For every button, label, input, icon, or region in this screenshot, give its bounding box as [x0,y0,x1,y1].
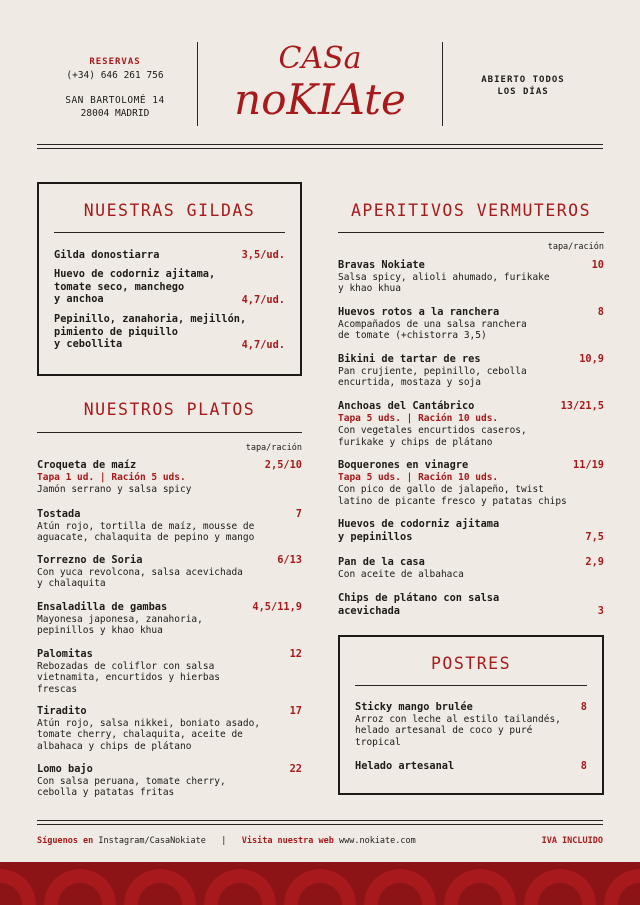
address-line-1: SAN BARTOLOMÉ 14 [65,95,165,106]
item-desc: aguacate, chalaquita de pepino y mango [37,532,255,543]
aperitivo-item [338,306,604,342]
logo-line-1: CASa [278,41,362,76]
item-desc: Pan crujiente, pepinillo, cebolla [338,365,527,377]
item-desc: Con aceite de albahaca [338,568,464,580]
platos-rule [37,432,302,433]
social-label: Síguenos en [37,836,94,846]
item-name: Tostada [37,508,81,520]
item-price: 17 [289,705,302,717]
item-price: 2,5/10 [264,459,302,471]
item-desc: furikake y chips de plátano [338,436,493,448]
item-name-line: Pepinillo, zanahoria, mejillón, [54,313,247,325]
platos-title: NUESTROS PLATOS [83,400,256,419]
item-portion: Tapa 1 ud. | Ración 5 uds. [37,471,186,483]
plato-item [37,554,302,590]
item-desc: de tomate (+chistorra 3,5) [338,330,487,341]
item-price: 4,7/ud. [241,293,285,306]
item-desc: helado artesanal de coco y puré [355,725,533,736]
gilda-item [54,249,285,262]
item-name-line: Chips de plátano con salsa [338,592,500,604]
item-name: Lomo bajo [37,763,93,775]
aperitivos-title: APERITIVOS VERMUTEROS [350,201,592,220]
item-price: 10 [591,259,604,271]
phone-number[interactable]: (+34) 646 261 756 [66,70,164,81]
item-name: Croqueta de maíz [37,459,137,471]
reservations-block [40,56,190,120]
gildas-rule [54,232,285,233]
item-desc: frescas [37,683,78,695]
plato-item [37,763,302,799]
aperitivo-item [338,592,604,617]
item-desc: tomate cherry, chalaquita, aceite de [37,729,243,740]
gildas-title: NUESTRAS GILDAS [83,201,256,220]
item-price: 11/19 [573,459,604,471]
plato-item [37,705,302,752]
item-name: Pan de la casa [338,556,425,568]
web-label: Visita nuestra web [241,836,334,846]
item-desc: latino de picante fresco y patatas chips [338,495,567,507]
item-desc: Salsa spicy, alioli ahumado, furikake [338,271,550,283]
item-name-line: pimiento de piquillo [54,325,178,338]
item-desc: Rebozadas de coliflor con salsa [37,660,215,672]
item-price: 4,7/ud. [241,338,285,351]
reservas-label: RESERVAS [89,57,141,67]
item-desc: albahaca y chips de plátano [37,740,192,752]
item-name: Palomitas [37,648,93,660]
plato-item [37,648,302,695]
instagram-link[interactable]: Instagram/CasaNokiate [98,836,206,846]
item-price: 4,5/11,9 [252,601,302,613]
plato-item [37,601,302,637]
item-name: Helado artesanal [355,760,455,772]
item-desc: y khao khua [338,283,401,294]
item-price: 7,5 [585,530,604,543]
website-link[interactable]: www.nokiate.com [338,836,416,846]
casa-nokiate-logo [215,30,425,130]
item-name-line: acevichada [338,604,400,617]
item-desc: Con yuca revolcona, salsa acevichada [37,566,243,578]
item-name: Bravas Nokiate [338,259,425,271]
gilda-item [54,313,285,351]
header-divider-right [442,42,443,126]
opening-hours [460,74,586,98]
item-name: Anchoas del Cantábrico [338,400,475,412]
gilda-item [54,268,285,306]
item-name-line: Huevo de codorniz ajitama, [54,268,216,280]
item-name: Sticky mango brulée [355,701,473,713]
item-name: Torrezno de Soria [37,554,143,566]
item-price: 13/21,5 [560,400,604,412]
item-desc: Mayonesa japonesa, zanahoria, [37,613,203,625]
aperitivo-item [338,459,604,507]
plato-item [37,508,302,544]
item-desc: cebolla y patatas fritas [37,787,175,798]
item-desc: Atún rojo, tortilla de maíz, mousse de [37,520,255,532]
aperitivos-col-header: tapa/ración [547,242,604,252]
item-price: 22 [289,763,302,775]
item-desc: Atún rojo, salsa nikkei, boniato asado, [37,717,261,729]
header-double-rule [37,144,603,149]
aperitivo-item [338,259,604,295]
item-price: 10,9 [579,353,604,365]
aperitivo-item [338,518,604,543]
item-desc: Con pico de gallo de jalapeño, twist [338,484,544,495]
iva-note: IVA INCLUIDO [541,836,603,846]
item-price: 8 [597,306,604,318]
item-name-line: y cebollita [54,338,123,350]
item-desc: Con salsa peruana, tomate cherry, [37,775,226,787]
item-name-line: y pepinillos [338,530,413,543]
logo-line-2: noKIAte [234,75,406,124]
hours-line-2: LOS DÍAS [497,87,549,97]
plato-item [37,459,302,496]
header-divider-left [197,42,198,126]
item-desc: y chalaquita [37,578,106,589]
item-name: Boquerones en vinagre [338,459,469,471]
aperitivo-item [338,353,604,389]
item-desc: encurtida, mostaza y soja [338,377,481,388]
hours-line-1: ABIERTO TODOS [481,75,565,85]
item-name: Tiradito [37,705,87,717]
address-line-2: 28004 MADRID [80,108,150,119]
postres-title: POSTRES [430,654,512,673]
item-price: 3 [597,604,604,617]
item-price: 6/13 [277,554,302,566]
item-name-line: tomate seco, manchego [54,280,185,293]
item-price: 8 [580,701,587,713]
item-name-line: Huevos de codorniz ajitama [338,518,500,530]
item-name: Gilda donostiarra [54,249,160,261]
item-desc: Jamón serrano y salsa spicy [37,484,192,495]
item-desc: vietnamita, encurtidos y hierbas [37,672,221,683]
aperitivo-item [338,400,604,448]
item-portion: Tapa 5 uds. | Ración 10 uds. [338,471,499,483]
item-name: Bikini de tartar de res [338,353,481,365]
footer-separator: | [221,836,227,846]
footer-double-rule [37,820,603,825]
item-price: 8 [580,760,587,772]
aperitivo-item [338,556,604,580]
footer [37,836,603,846]
item-price: 2,9 [585,556,604,568]
aperitivos-rule [338,232,604,233]
postres-rule [355,685,587,686]
item-name: Huevos rotos a la ranchera [338,306,500,318]
item-name: Ensaladilla de gambas [37,601,168,613]
postre-item [355,760,587,773]
item-name-line: y anchoa [54,293,104,305]
item-desc: Con vegetales encurtidos caseros, [338,425,527,436]
item-desc: Acompañados de una salsa ranchera [338,318,527,330]
item-desc: Arroz con leche al estilo tailandés, [355,713,561,725]
item-price: 3,5/ud. [241,249,285,261]
platos-col-header: tapa/ración [245,443,302,453]
item-price: 7 [295,508,302,520]
item-desc: pepinillos y khao khua [37,625,163,636]
postre-item [355,701,587,748]
item-price: 12 [289,648,302,660]
item-desc: tropical [355,736,401,748]
decorative-wave-band [0,862,640,905]
item-portion: Tapa 5 uds. | Ración 10 uds. [338,412,499,424]
